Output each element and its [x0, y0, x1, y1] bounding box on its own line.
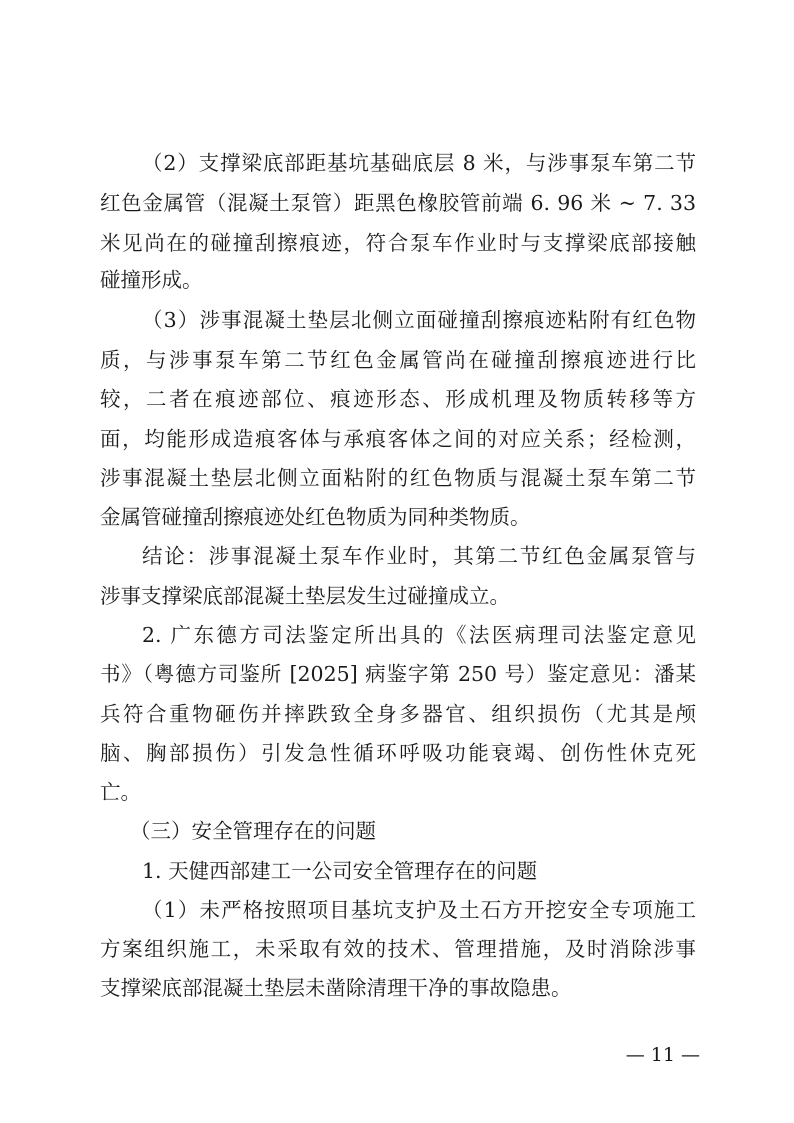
item-2-line-2: 书》（粤德方司鉴所 [2025] 病鉴字第 250 号）鉴定意见：潘某	[100, 662, 696, 686]
paragraph-3-line-1: （3）涉事混凝土垫层北侧立面碰撞刮擦痕迹粘附有红色物	[142, 308, 696, 332]
item-2-line-5: 亡。	[100, 780, 141, 804]
paragraph-3-line-2: 质，与涉事泵车第二节红色金属管尚在碰撞刮擦痕迹进行比	[100, 348, 696, 372]
paragraph-1-line-1: （1）未严格按照项目基坑支护及土石方开挖安全专项施工	[142, 898, 696, 922]
paragraph-2-line-2: 红色金属管（混凝土泵管）距黑色橡胶管前端 6. 96 米 ~ 7. 33	[100, 191, 696, 215]
paragraph-2-line-3: 米见尚在的碰撞刮擦痕迹，符合泵车作业时与支撑梁底部接触	[100, 231, 696, 255]
subsection-heading-1: 1. 天健西部建工一公司安全管理存在的问题	[142, 859, 538, 883]
item-2-line-4: 脑、胸部损伤）引发急性循环呼吸功能衰竭、创伤性休克死	[100, 741, 696, 765]
paragraph-2-line-4: 碰撞形成。	[100, 268, 203, 292]
conclusion-line-2: 涉事支撑梁底部混凝土垫层发生过碰撞成立。	[100, 584, 510, 608]
section-heading-3: （三）安全管理存在的问题	[130, 819, 376, 843]
paragraph-3-line-4: 面，均能形成造痕客体与承痕客体之间的对应关系；经检测，	[100, 427, 696, 451]
paragraph-2-line-1: （2）支撑梁底部距基坑基础底层 8 米，与涉事泵车第二节	[142, 151, 696, 175]
item-2-line-3: 兵符合重物砸伤并摔跌致全身多器官、组织损伤（尤其是颅	[100, 702, 696, 726]
paragraph-3-line-5: 涉事混凝土垫层北侧立面粘附的红色物质与混凝土泵车第二节	[100, 466, 696, 490]
page-number: — 11 —	[625, 1044, 700, 1066]
item-2-line-1: 2. 广东德方司法鉴定所出具的《法医病理司法鉴定意见	[142, 623, 696, 647]
paragraph-3-line-6: 金属管碰撞刮擦痕迹处红色物质为同种类物质。	[100, 505, 531, 529]
paragraph-1-line-2: 方案组织施工，未采取有效的技术、管理措施，及时消除涉事	[100, 937, 696, 961]
conclusion-line-1: 结论：涉事混凝土泵车作业时，其第二节红色金属泵管与	[142, 544, 696, 568]
paragraph-1-line-3: 支撑梁底部混凝土垫层未凿除清理干净的事故隐患。	[100, 976, 572, 1000]
paragraph-3-line-3: 较，二者在痕迹部位、痕迹形态、形成机理及物质转移等方	[100, 387, 696, 411]
